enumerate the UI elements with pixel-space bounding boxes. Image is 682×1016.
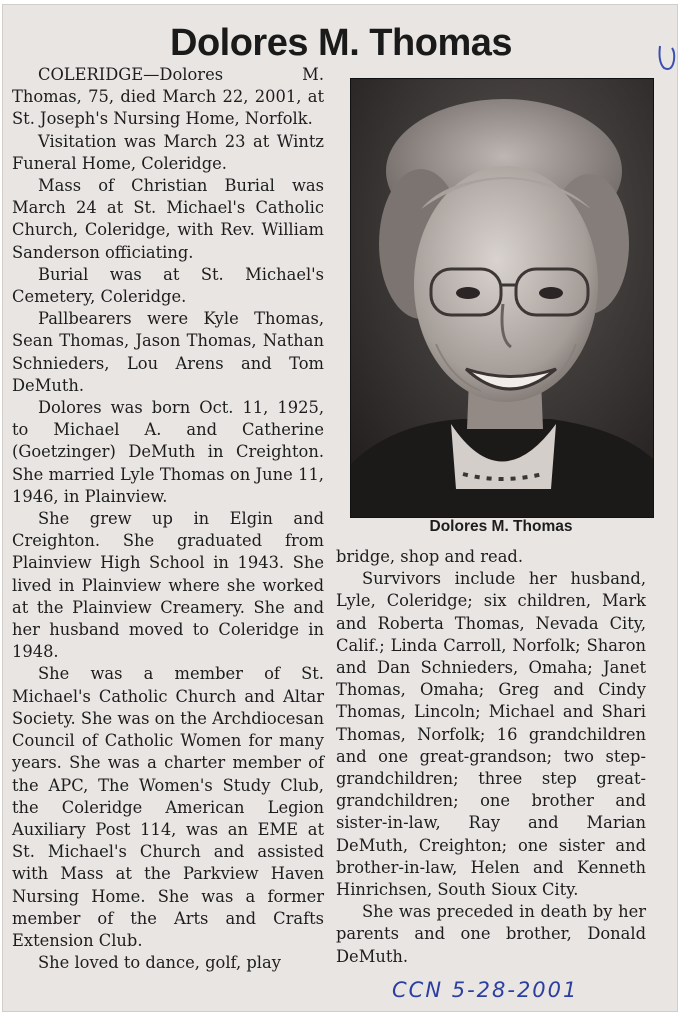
paragraph: Dolores was born Oct. 11, 1925, to Michael A. and Catherine (Goetzinger) DeMuth in Creighton. She married Lyle Thomas on June 11, 1946, in Plainview.: [12, 398, 324, 506]
paragraph: She was a member of St. Michael's Catholic Church and Altar Society. She was on the Archdiocesan Council of Catholic Women for many years. She was a charter member of the APC, The Women's Study Club, the Coleridge American Legion Auxiliary Post 114, was an EME at St. Michael's Church and assisted with Mass at the Parkview Haven Nursing Home. She was a former member of the Arts and Crafts Extension Club.: [12, 664, 324, 950]
paragraph: Mass of Christian Burial was March 24 at St. Michael's Catholic Church, Coleridge, with Rev. William Sanderson officiating.: [12, 176, 324, 262]
pen-mark-icon: [656, 42, 678, 80]
portrait-image: [351, 79, 653, 517]
paragraph: Survivors include her husband, Lyle, Coleridge; six children, Mark and Roberta Thomas, Nevada City, Calif.; Linda Carroll, Norfolk; Sharon and Dan Schnieders, Omaha; Janet Thomas, Omaha; Greg and Cindy Thomas, Lincoln; Michael and Shari Thomas, Norfolk; 16 grandchildren and one great-grandson; two step-grandchildren; three step great-grandchildren; one brother and sister-in-law, Ray and Marian DeMuth, Creighton; one sister and brother-in-law, Helen and Kenneth Hinrichsen, South Sioux City.: [336, 569, 646, 900]
paragraph: Visitation was March 23 at Wintz Funeral Home, Coleridge.: [12, 131, 324, 173]
paragraph: bridge, shop and read.: [336, 547, 523, 566]
portrait-photo: [350, 78, 654, 518]
paragraph: Burial was at St. Michael's Cemetery, Coleridge.: [12, 264, 324, 307]
obituary-headline: Dolores M. Thomas: [170, 22, 512, 64]
article-right-column: [336, 546, 646, 968]
article-left-column: [12, 64, 324, 974]
photo-caption: Dolores M. Thomas: [429, 518, 573, 535]
paragraph: COLERIDGE—Dolores M. Thomas, 75, died March 22, 2001, at St. Joseph's Nursing Home, Norfolk.: [12, 65, 324, 129]
paragraph: She grew up in Elgin and Creighton. She graduated from Plainview High School in 1943. She lived in Plainview where she worked at the Plainview Creamery. She and her husband moved to Coleridge in 1948.: [12, 509, 324, 662]
paragraph: She was preceded in death by her parents and one brother, Donald DeMuth.: [336, 902, 646, 966]
paragraph: She loved to dance, golf, play: [38, 953, 281, 973]
paragraph: Pallbearers were Kyle Thomas, Sean Thomas, Jason Thomas, Nathan Schnieders, Lou Arens and Tom DeMuth.: [12, 309, 324, 395]
handwritten-date-note: CCN 5-28-2001: [392, 978, 579, 1002]
